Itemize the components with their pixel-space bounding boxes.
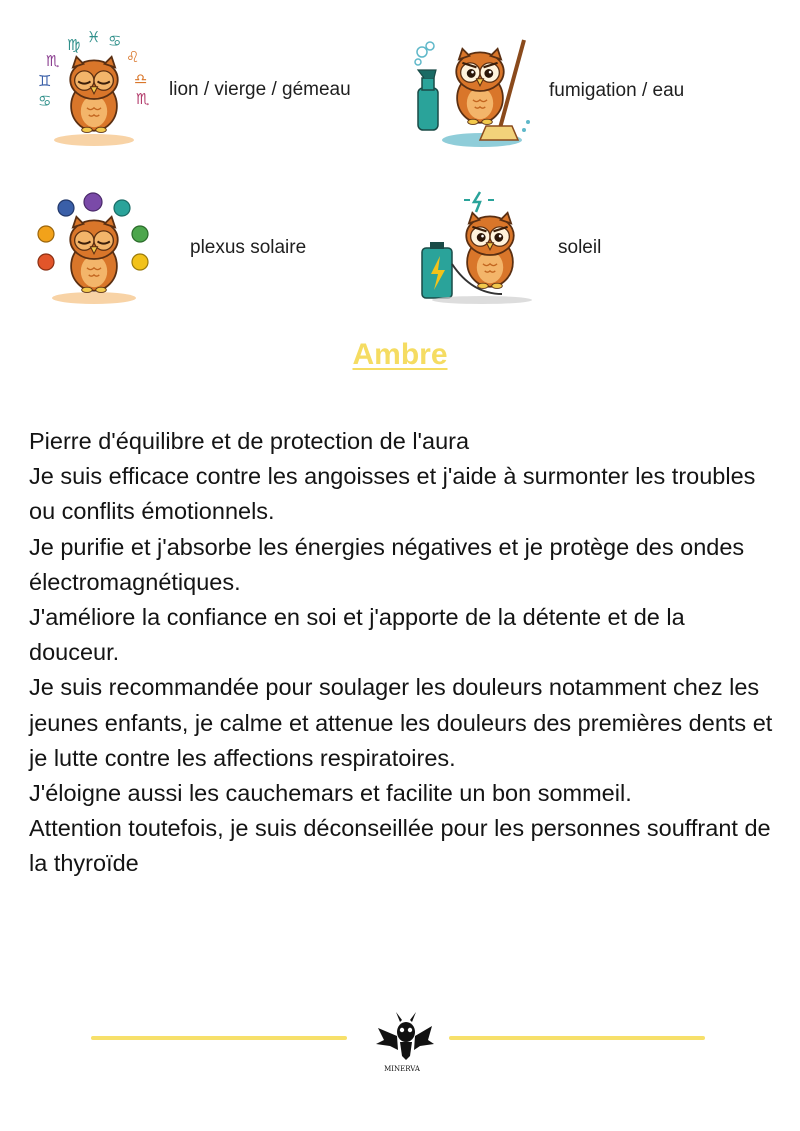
zodiac-glyph: ♌: [126, 48, 140, 66]
page-title: Ambre: [352, 338, 448, 371]
footer-divider-left: [91, 1036, 347, 1040]
zodiac-glyph: ♊: [38, 72, 52, 90]
minerva-logo-icon: [370, 1002, 434, 1074]
paragraph: J'améliore la confiance en soi et j'apporte de la détente et de la douceur.: [29, 604, 685, 666]
footer-divider-right: [449, 1036, 705, 1040]
paragraph: Pierre d'équilibre et de protection de l'aura: [29, 428, 470, 454]
battery-owl-label: soleil: [558, 237, 602, 258]
zodiac-glyph: ♏: [136, 90, 150, 108]
chakra-owl-label: plexus solaire: [190, 237, 307, 258]
zodiac-glyph: ♏: [46, 52, 60, 70]
paragraph: Je suis recommandée pour soulager les douleurs notamment chez les jeunes enfants, je calme et attenue les douleurs des premières dents et je lutte contre les affections respiratoires.: [29, 674, 773, 771]
zodiac-glyph: ♋: [108, 32, 122, 50]
zodiac-glyph: ♓: [87, 28, 101, 46]
chakra-owl-icon: [32, 190, 156, 306]
zodiac-owl-icon: [32, 28, 156, 152]
zodiac-glyph: ♎: [134, 70, 148, 88]
paragraph: Attention toutefois, je suis déconseillée pour les personnes souffrant de la thyroïde: [29, 815, 771, 877]
description-text: [29, 424, 774, 882]
cleaning-owl-icon: [412, 30, 536, 150]
paragraph: Je suis efficace contre les angoisses et j'aide à surmonter les troubles ou conflits émotionnels.: [29, 463, 756, 525]
zodiac-glyph: ♋: [38, 92, 52, 110]
logo-text: MINERVA: [384, 1065, 420, 1073]
paragraph: Je purifie et j'absorbe les énergies négatives et je protège des ondes électromagnétiques.: [29, 533, 745, 595]
cleaning-owl-label: fumigation / eau: [549, 80, 685, 101]
battery-owl-icon: [418, 190, 542, 306]
zodiac-owl-label: lion / vierge / gémeau: [169, 79, 351, 100]
paragraph: J'éloigne aussi les cauchemars et facilite un bon sommeil.: [29, 780, 632, 807]
zodiac-glyph: ♍: [67, 36, 81, 54]
